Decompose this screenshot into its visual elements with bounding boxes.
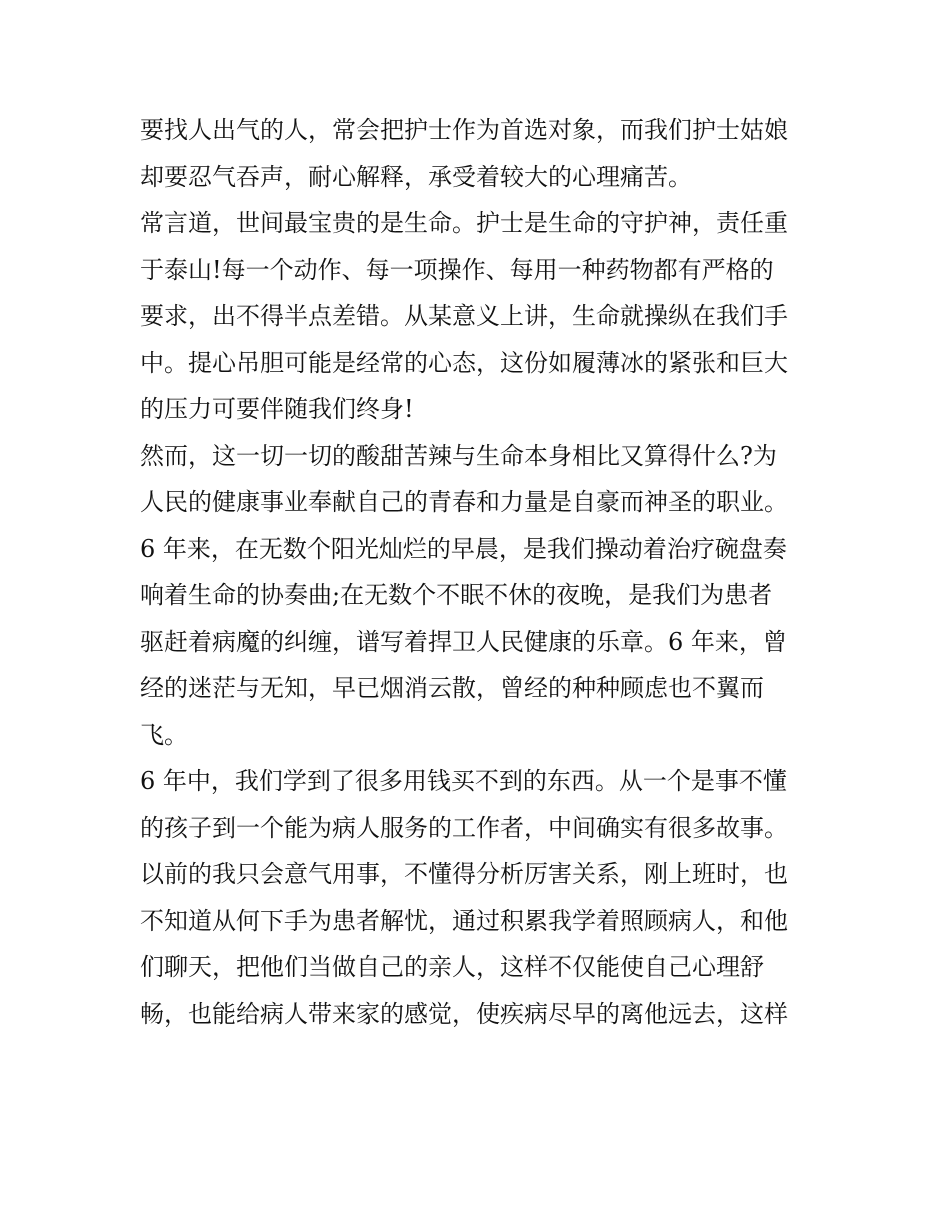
text-line: 驱赶着病魔的纠缠，谱写着捍卫人民健康的乐章。6 年来，曾 (140, 627, 787, 656)
text-line: 6 年来，在无数个阳光灿烂的早晨，是我们操动着治疗碗盘奏 (140, 534, 787, 563)
text-line: 经的迷茫与无知，早已烟消云散，曾经的种种顾虑也不翼而 (140, 674, 764, 702)
text-line: 然而，这一切一切的酸甜苦辣与生命本身相比又算得什么?为 (140, 441, 777, 470)
text-line: 畅，也能给病人带来家的感觉，使疾病尽早的离他远去，这样 (140, 999, 788, 1028)
text-line: 常言道，世间最宝贵的是生命。护士是生命的守护神，责任重 (140, 209, 788, 237)
text-line: 6 年中，我们学到了很多用钱买不到的东西。从一个是事不懂 (140, 767, 787, 795)
text-line: 的孩子到一个能为病人服务的工作者，中间确实有很多故事。 (140, 813, 788, 842)
text-line: 于泰山!每一个动作、每一项操作、每用一种药物都有严格的 (140, 255, 774, 284)
body-text (140, 107, 820, 1037)
text-line: 要找人出气的人，常会把护士作为首选对象，而我们护士姑娘 (140, 116, 788, 144)
text-line: 们聊天，把他们当做自己的亲人，这样不仅能使自己心理舒 (140, 953, 764, 981)
text-line: 却要忍气吞声，耐心解释，承受着较大的心理痛苦。 (140, 162, 692, 191)
text-line: 以前的我只会意气用事，不懂得分析厉害关系，刚上班时，也 (140, 860, 788, 888)
text-line: 要求，出不得半点差错。从某意义上讲，生命就操纵在我们手 (140, 302, 788, 330)
text-line: 飞。 (140, 720, 188, 749)
text-line: 不知道从何下手为患者解忧，通过积累我学着照顾病人，和他 (140, 906, 788, 935)
text-line: 人民的健康事业奉献自己的青春和力量是自豪而神圣的职业。 (140, 488, 788, 516)
text-line: 的压力可要伴随我们终身! (140, 395, 414, 423)
text-line: 中。提心吊胆可能是经常的心态，这份如履薄冰的紧张和巨大 (140, 348, 788, 377)
text-line: 响着生命的协奏曲;在无数个不眠不休的夜晚，是我们为患者 (140, 581, 773, 609)
